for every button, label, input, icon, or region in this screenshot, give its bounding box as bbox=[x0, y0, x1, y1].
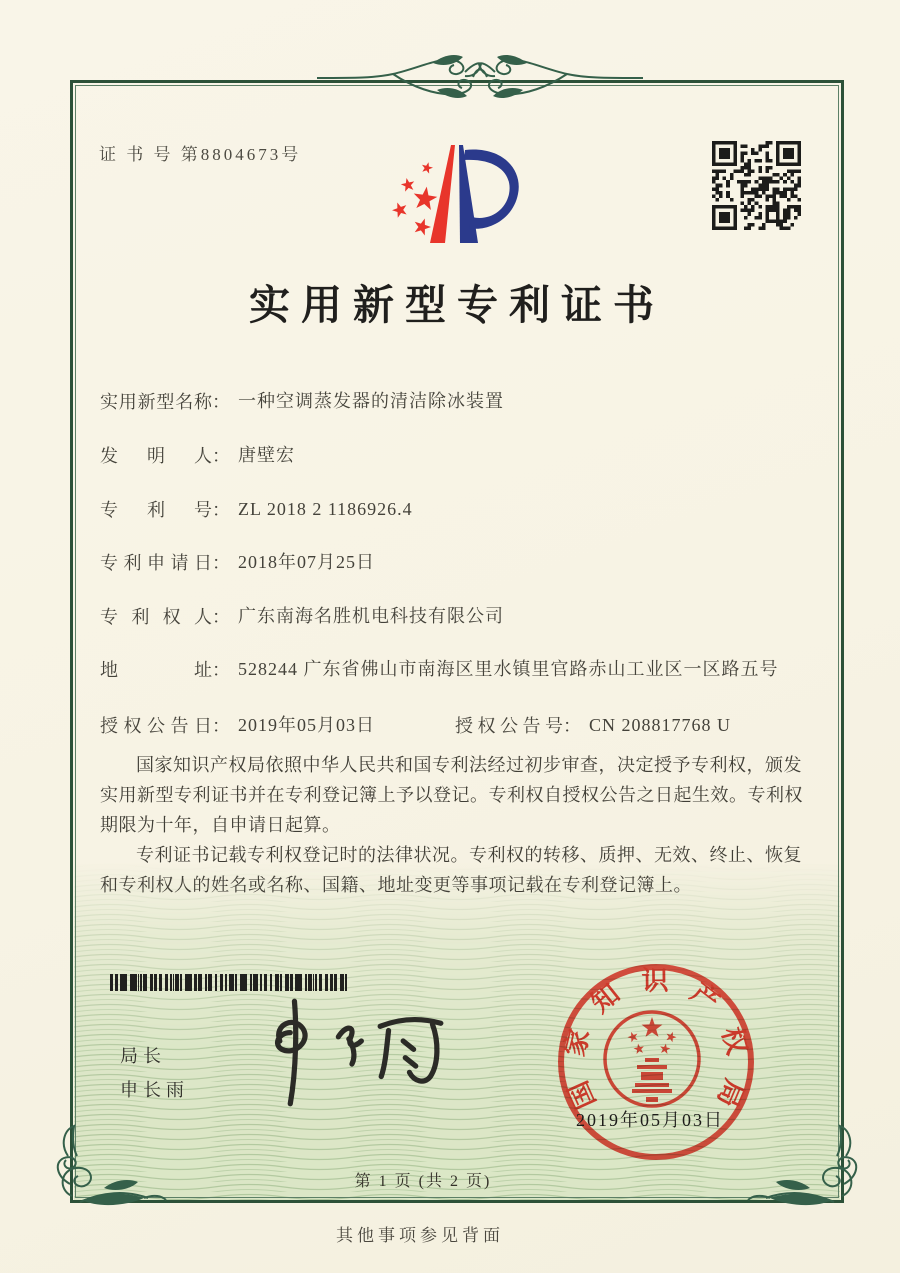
legal-statement bbox=[100, 750, 810, 900]
legal-paragraph-2: 专利证书记载专利权登记时的法律状况。专利权的转移、质押、无效、终止、恢复和专利权人的姓名或名称、国籍、地址变更等事项记载在专利登记簿上。 bbox=[100, 845, 802, 895]
certificate-title: 实用新型专利证书 bbox=[249, 282, 665, 328]
field-value: CN 208817768 U bbox=[589, 715, 732, 735]
field-label: 授权公告日 bbox=[100, 716, 212, 736]
commissioner-name: 申长雨 bbox=[120, 1080, 189, 1100]
legal-paragraph-1: 国家知识产权局依照中华人民共和国专利法经过初步审查，决定授予专利权，颁发实用新型专利证书并在专利登记簿上予以登记。专利权自授权公告之日起生效。专利权期限为十年，自申请日起算。 bbox=[100, 755, 803, 835]
field-value: 唐壁宏 bbox=[238, 445, 295, 465]
field-row-grant: 授权公告日： 2019年05月03日 授权公告号： CN 208817768 U bbox=[100, 712, 820, 738]
field-label: 专利权人 bbox=[100, 607, 212, 627]
national-emblem-icon bbox=[605, 1012, 699, 1106]
field-row-address: 地址： 528244 广东省佛山市南海区里水镇里官路赤山工业区一区路五号 bbox=[100, 656, 820, 682]
page-indicator: 第 1 页 (共 2 页) bbox=[354, 1173, 492, 1190]
field-label: 专利申请日 bbox=[100, 553, 212, 573]
field-pair-grant-number: 授权公告号： CN 208817768 U bbox=[455, 712, 731, 738]
seal-date: 2019年05月03日 bbox=[576, 1110, 724, 1130]
field-row-patent-number: 专利号： ZL 2018 2 1186926.4 bbox=[100, 496, 820, 522]
field-value: 广东南海名胜机电科技有限公司 bbox=[238, 606, 504, 626]
field-label: 授权公告号 bbox=[455, 716, 563, 736]
field-row-filing-date: 专利申请日： 2018年07月25日 bbox=[100, 549, 820, 575]
back-side-note: 其他事项参见背面 bbox=[336, 1226, 504, 1245]
field-value: 528244 广东省佛山市南海区里水镇里官路赤山工业区一区路五号 bbox=[238, 659, 779, 679]
qr-code bbox=[712, 141, 801, 230]
certificate-number: 证 书 号 第8804673号 bbox=[99, 145, 302, 164]
field-value: ZL 2018 2 1186926.4 bbox=[238, 499, 413, 519]
commissioner-title: 局长 bbox=[120, 1046, 166, 1066]
commissioner-signature bbox=[248, 995, 458, 1110]
field-value: 2019年05月03日 bbox=[238, 715, 375, 735]
seal-authority-text: 国家知识产权局 bbox=[559, 965, 753, 1114]
cnipa-logo-icon bbox=[385, 142, 530, 247]
field-row-utility-model-name: 实用新型名称： 一种空调蒸发器的清洁除冰装置 bbox=[100, 388, 820, 414]
field-label: 地址 bbox=[100, 660, 212, 680]
field-value: 2018年07月25日 bbox=[238, 552, 375, 572]
field-value: 一种空调蒸发器的清洁除冰装置 bbox=[238, 391, 504, 411]
barcode bbox=[110, 974, 347, 991]
field-label: 实用新型名称 bbox=[100, 392, 212, 412]
field-label: 发明人 bbox=[100, 446, 212, 466]
field-row-patentee: 专利权人： 广东南海名胜机电科技有限公司 bbox=[100, 603, 820, 629]
border-flourish-top-icon bbox=[315, 50, 645, 110]
field-row-inventor: 发明人： 唐壁宏 bbox=[100, 442, 820, 468]
official-seal bbox=[549, 955, 763, 1169]
field-label: 专利号 bbox=[100, 500, 212, 520]
